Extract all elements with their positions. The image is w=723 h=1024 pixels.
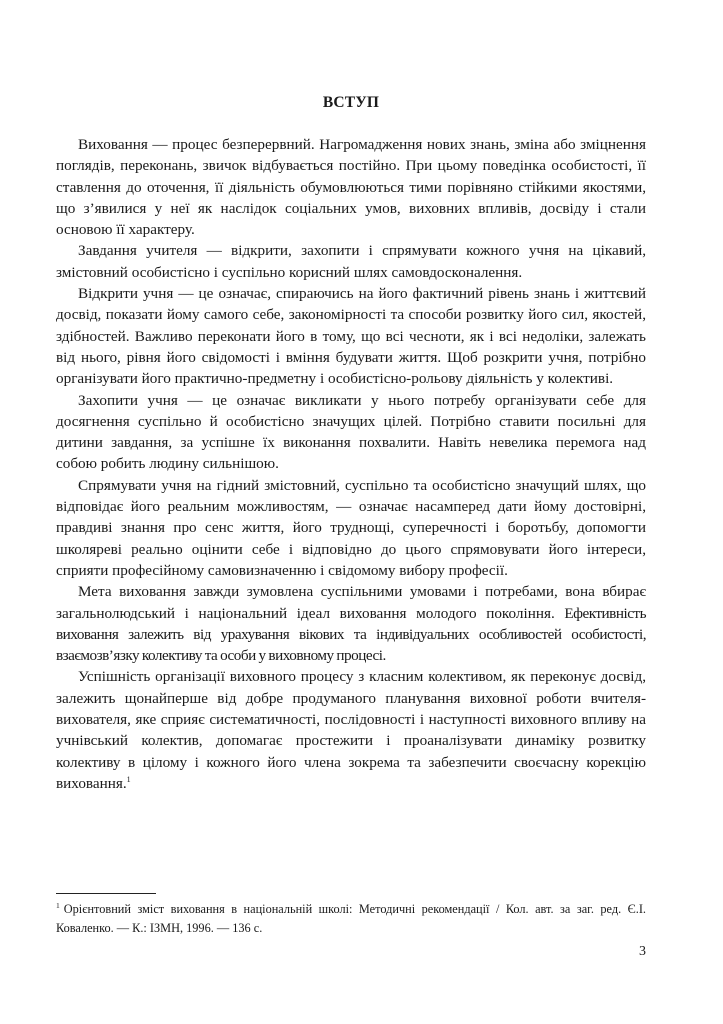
paragraph-6-sentence-1: Мета виховання завжди зумовлена суспільними умовами і потребами, вона вбирає загальнолюдський і національний ідеал виховання молодого покоління. bbox=[56, 583, 646, 622]
document-page bbox=[56, 0, 646, 1024]
section-title: ВСТУП bbox=[322, 94, 380, 111]
footnote-mark: 1 bbox=[56, 900, 60, 910]
paragraph-3: Відкрити учня — це означає, спираючись на його фактичний рівень знань і життєвий досвід, показати йому самого себе, закономірності та способи розвитку його сил, якостей, здібностей. Важливо переконати його в тому, що всі чесноти, як і всі недоліки, залежать від нього, рівня його свідомості і вміння будувати життя. Щоб розкрити учня, потрібно організувати його практично-предметну і особистісно-рольову діяльність у колективі. bbox=[56, 285, 646, 388]
paragraph-2: Завдання учителя — відкрити, захопити і спрямувати кожного учня на цікавий, змістовний особистісно і суспільно корисний шлях самовдосконалення. bbox=[56, 242, 646, 281]
paragraph-6 bbox=[56, 581, 646, 666]
footnote bbox=[56, 900, 646, 937]
paragraph-7 bbox=[56, 666, 646, 794]
paragraph-4: Захопити учня — це означає викликати у нього потребу організувати себе для досягнення суспільно й особистісно значущих цілей. Потрібно ставити посильні для дитини завдання, за успішне їх виконання похвалити. Навіть невелика перемога над собою робить людину сильнішою. bbox=[56, 391, 646, 473]
paragraph-6-sentence-2: Ефективність виховання залежить від урахування вікових та індивідуальних особливостей особистості, взаємозв’язку колективу та особи у виховному процесі. bbox=[56, 604, 646, 665]
footnote-reference[interactable]: 1 bbox=[126, 774, 131, 784]
paragraph-7-text: Успішність організації виховного процесу з класним колективом, як переконує досвід, залежить щонайперше від добре продуманого планування виховної роботи вчителя-вихователя, яке сприяє систематичності, послідовності і наступності виховного впливу на учнівський колектив, допомагає простежити і проаналізувати динаміку розвитку колективу в цілому і кожного його члена зокрема та забезпечити своєчасну корекцію виховання. bbox=[56, 668, 646, 792]
footnote-divider bbox=[56, 893, 156, 894]
body-text bbox=[56, 134, 646, 794]
page-number: 3 bbox=[639, 944, 646, 959]
paragraph-5: Спрямувати учня на гідний змістовний, суспільно та особистісно значущий шлях, що відповідає його реальним можливостям, — означає насамперед дати йому достовірні, правдиві знання про сенс життя, його труднощі, суперечності і боротьбу, допомогти школяреві реально оцінити себе і відповідно до цього спрямовувати його інтереси, сприяти професійному самовизначенню і свідомому вибору професії. bbox=[56, 476, 646, 579]
footnote-text: Орієнтовний зміст виховання в національній школі: Методичні рекомендації / Кол. авт. за заг. ред. Є.І. Коваленко. — К.: ІЗМН, 1996. — 136 с. bbox=[56, 902, 646, 935]
paragraph-1: Виховання — процес безперервний. Нагромадження нових знань, зміна або зміцнення поглядів, переконань, звичок відбувається постійно. При цьому поведінка особистості, її ставлення до оточення, її діяльність обумовлюються тими порівняно стійкими якостями, що з’явилися у неї як наслідок соціальних умов, виховних впливів, досвіду і стали основою її характеру. bbox=[56, 136, 646, 239]
